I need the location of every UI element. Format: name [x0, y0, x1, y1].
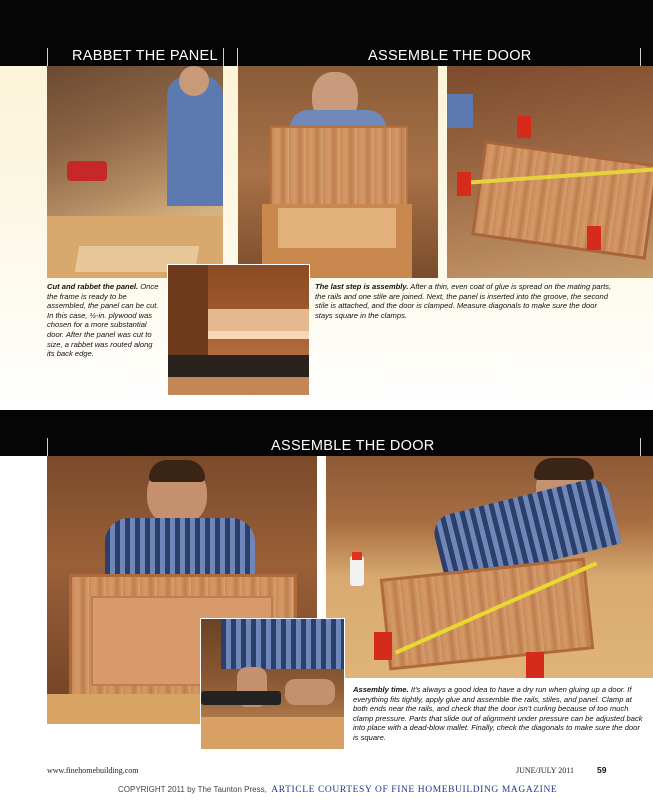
- photo-shape: [67, 161, 107, 181]
- header-divider: [237, 48, 238, 66]
- photo-measure-diagonals: [326, 456, 653, 678]
- photo-clamped-door: [447, 66, 653, 278]
- photo-shape: [201, 691, 281, 705]
- footer-copyright: COPYRIGHT 2011 by The Taunton Press,: [118, 785, 267, 794]
- photo-shape: [208, 309, 309, 331]
- header-divider: [47, 48, 48, 66]
- photo-shape: [179, 66, 209, 96]
- photo-shape: [447, 94, 473, 128]
- caption-rabbet-panel: [47, 282, 162, 359]
- photo-man-holding-panel: [238, 66, 438, 278]
- photo-shape: [457, 172, 471, 196]
- header-divider: [640, 48, 641, 66]
- photo-router-table: [47, 66, 223, 278]
- footer-issue: JUNE/JULY 2011: [516, 766, 574, 775]
- header-assemble-the-door: ASSEMBLE THE DOOR: [368, 48, 532, 64]
- caption-bold-lead: Assembly time.: [353, 685, 409, 694]
- photo-shape: [285, 679, 335, 705]
- caption-body: It's always a good idea to have a dry run when gluing up a door. If everything fits tightly, apply glue and assemble the rails, stiles, and panel. Clamp at both ends near the rails, and check that the door isn't curling because of too much clamp pressure. Parts that slide out of alignment under pressure can be adjusted back into place with a dead-blow mallet. Finally, check the diagonals to make sure the door is square.: [353, 685, 643, 742]
- photo-shape: [352, 552, 362, 560]
- photo-shape: [517, 116, 531, 138]
- photo-shape: [278, 208, 396, 248]
- caption-bold-lead: The last step is assembly.: [315, 282, 409, 291]
- header-divider: [223, 48, 224, 66]
- footer-website: www.finehomebuilding.com: [47, 766, 139, 775]
- footer-credit-line: [118, 779, 557, 797]
- photo-shape: [374, 632, 392, 660]
- header-divider: [47, 438, 48, 456]
- photo-shape: [350, 556, 364, 586]
- photo-rabbet-detail: [167, 264, 310, 396]
- photo-shape: [221, 619, 344, 669]
- caption-body: Once the frame is ready to be assembled, the panel can be cut. In this case, ½-in. plywood was chosen for a more substantial door. After the panel was cut to size, a rabbet was routed along its back edge.: [47, 282, 159, 359]
- footer-courtesy: ARTICLE COURTESY OF FINE HOMEBUILDING MAGAZINE: [271, 785, 558, 795]
- caption-body: After a thin, even coat of glue is spread on the mating parts, the rails and one stile are joined. Next, the panel is inserted into the groove, the second stile is attached, and the door is clamped. Measure diagonals to make sure the door stays square in the clamps.: [315, 282, 612, 320]
- footer-page-number: 59: [597, 765, 607, 775]
- photo-mallet-detail: [200, 618, 345, 750]
- caption-assembly-time: [353, 685, 643, 743]
- photo-shape: [149, 460, 205, 482]
- photo-shape: [587, 226, 601, 250]
- caption-last-step: [315, 282, 615, 320]
- header-assemble-the-door-2: ASSEMBLE THE DOOR: [271, 438, 435, 454]
- photo-shape: [168, 377, 309, 395]
- photo-shape: [201, 717, 344, 749]
- photo-shape: [534, 458, 594, 480]
- photo-shape: [471, 140, 653, 260]
- header-divider: [640, 438, 641, 456]
- photo-shape: [208, 331, 309, 339]
- photo-shape: [526, 652, 544, 678]
- photo-shape: [270, 126, 408, 212]
- caption-bold-lead: Cut and rabbet the panel.: [47, 282, 139, 291]
- photo-shape: [105, 518, 255, 580]
- header-rabbet-the-panel: RABBET THE PANEL: [72, 48, 218, 64]
